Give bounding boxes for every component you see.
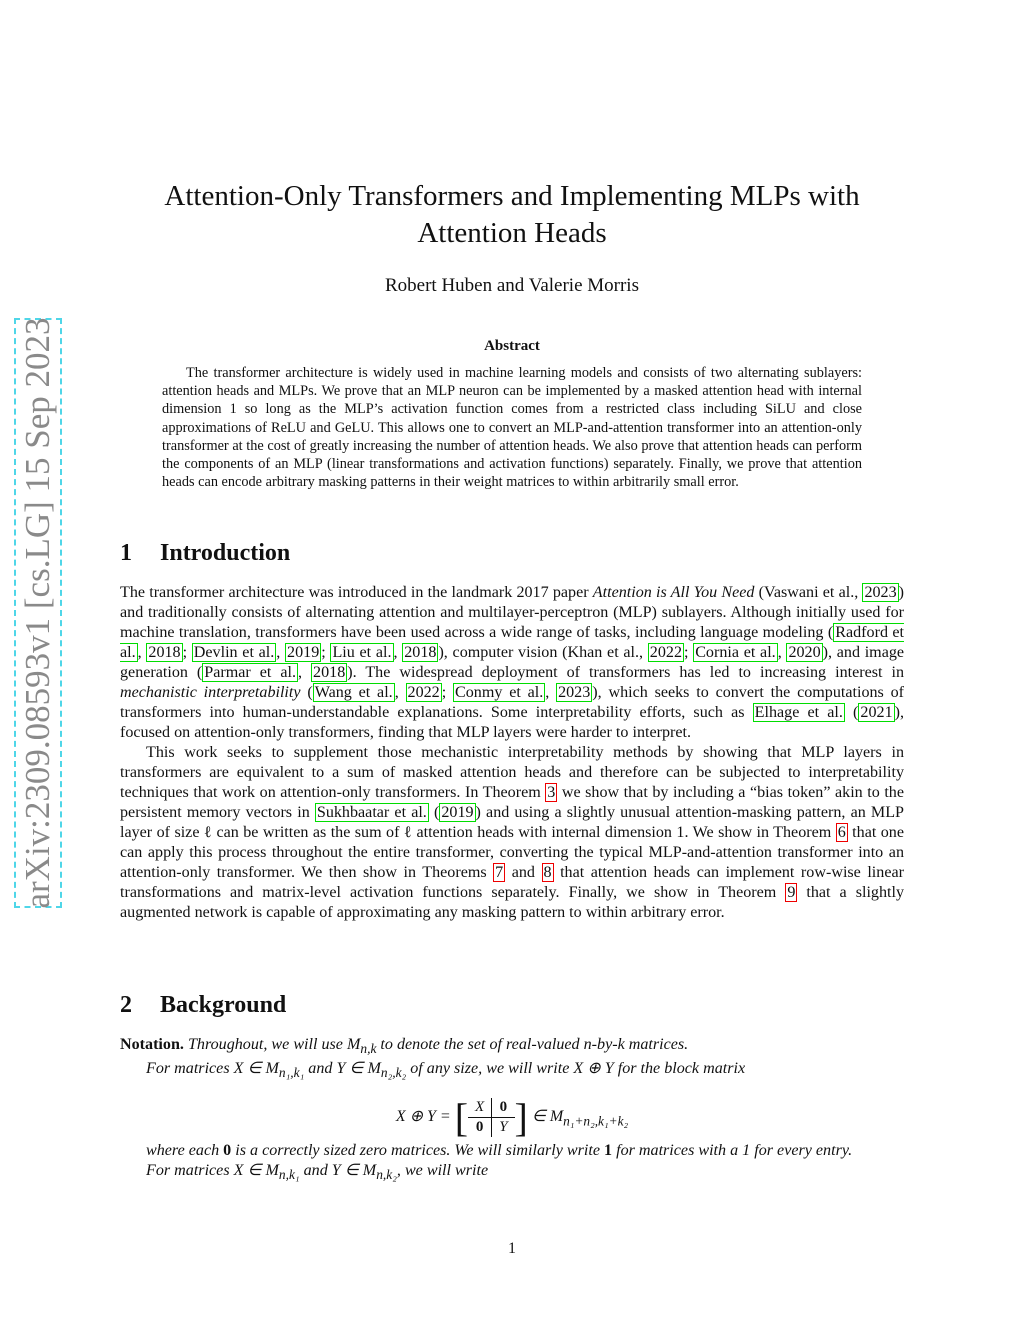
citation-link[interactable]: 2018 bbox=[148, 644, 181, 661]
citation-link[interactable]: Liu et al. bbox=[332, 644, 392, 661]
section-2-heading bbox=[120, 992, 286, 1019]
notation-paragraph: Notation. Throughout, we will use $M_{n,k}$ to denote the set of real-valued n-by-k matrices. bbox=[120, 1036, 689, 1057]
block-matrix-definition: For matrices X ∈ $M_{n_1,k_1}$ and Y ∈ $M_{n_2,k_2}$ of any size, we will write X ⊕ Y for the block matrix bbox=[146, 1060, 746, 1081]
citation-link[interactable]: Wang et al. bbox=[314, 684, 393, 701]
citation-link[interactable]: 2023 bbox=[558, 684, 591, 701]
citation-link[interactable]: 2018 bbox=[313, 664, 346, 681]
concat-definition: For matrices X ∈ $M_{n,k_1}$ and Y ∈ $M_{n,k_2}$, we will write bbox=[146, 1162, 489, 1183]
notation-block-2 bbox=[120, 1141, 904, 1185]
arxiv-stamp: arXiv:2309.08593v1 [cs.LG] 15 Sep 2023 bbox=[18, 317, 57, 909]
citation-link[interactable]: Devlin et al. bbox=[193, 644, 275, 661]
theorem-link[interactable]: 9 bbox=[787, 884, 796, 901]
citation-link[interactable]: 2019 bbox=[441, 804, 474, 821]
theorem-link[interactable]: 6 bbox=[837, 824, 846, 841]
section-title: Introduction bbox=[160, 540, 291, 566]
citation-link[interactable]: Elhage et al. bbox=[754, 704, 843, 721]
notation-block-1 bbox=[120, 1035, 904, 1083]
citation-link[interactable]: 2021 bbox=[860, 704, 893, 721]
introduction-body bbox=[120, 583, 904, 923]
theorem-link[interactable]: 3 bbox=[547, 784, 556, 801]
citation-link[interactable]: Conmy et al. bbox=[455, 684, 544, 701]
citation-link[interactable]: 2018 bbox=[404, 644, 437, 661]
citation-link[interactable]: 2020 bbox=[788, 644, 821, 661]
intro-paragraph-1: The transformer architecture was introduced in the landmark 2017 paper Attention is All You Need (Vaswani et al., 2023 ) and traditionally consists of alternating attention and multilayer-perceptron (MLP) sublayers. Although initially used for machine translation, transformers have been used across a wide range of tasks, including language modeling ( Radford et al. , 2018 ; Devlin et al. , 2019 ; Liu et al. , 2018 ), computer vision (Khan et al., 2022 ; Cornia et al. , 2020 ), and image generation ( Parmar et al. , 2018 ). The widespread deployment of transformers has led to increasing interest in mechanistic interpretability ( Wang et al. , 2022 ; Conmy et al. , 2023 ), which seeks to convert the computations of transformers into human-understandable explanations. Some interpretability efforts, such as Elhage et al. ( 2021 ), focused on attention-only transformers, finding that MLP layers were harder to interpret. bbox=[120, 584, 905, 741]
section-1-heading bbox=[120, 540, 290, 567]
citation-link[interactable]: Parmar et al. bbox=[204, 664, 297, 681]
citation-link[interactable]: 2023 bbox=[864, 584, 897, 601]
citation-link[interactable]: 2022 bbox=[407, 684, 440, 701]
abstract bbox=[162, 364, 862, 491]
page-number: 1 bbox=[508, 1240, 516, 1257]
arxiv-stamp-box bbox=[14, 318, 62, 908]
citation-link[interactable]: Cornia et al. bbox=[695, 644, 776, 661]
zero-matrix-note: where each 0 is a correctly sized zero matrices. We will similarly write 1 for matrices with a 1 for every entry. bbox=[146, 1142, 853, 1159]
theorem-link[interactable]: 8 bbox=[543, 864, 552, 881]
abstract-heading: Abstract bbox=[484, 338, 540, 354]
paper-title bbox=[120, 178, 904, 252]
theorem-link[interactable]: 7 bbox=[495, 864, 504, 881]
block-matrix-equation: X ⊕ Y = [ X 0 0 Y ] ∈ $M_{n_1+n_2,k_1+k_2}$ bbox=[395, 1095, 629, 1140]
citation-link[interactable]: Radford et al. bbox=[120, 624, 905, 661]
abstract-text: The transformer architecture is widely used in machine learning models and consists of two alternating sublayers: attention heads and MLPs. We prove that an MLP neuron can be implemented by a masked attention head with internal dimension 1 so long as the MLP’s activation function comes from a restricted class including SiLU and close approximations of ReLU and GeLU. This allows one to convert an MLP-and-attention transformer into an attention-only transformer at the cost of greatly increasing the number of attention heads. We also prove that attention heads can perform the components of an MLP (linear transformations and activation functions) separately. Finally, we prove that attention heads can encode arbitrary masking patterns in their weight matrices to within arbitrarily small error. bbox=[162, 365, 862, 491]
authors: Robert Huben and Valerie Morris bbox=[385, 275, 639, 296]
citation-link[interactable]: Sukhbaatar et al. bbox=[316, 804, 427, 821]
intro-paragraph-2: This work seeks to supplement those mechanistic interpretability methods by showing that MLP layers in transformers are equivalent to a sum of masked attention heads and therefore can be subjected to interpretability techniques that work on attention-only transformers. In Theorem 3 we show that by including a “bias token” akin to the persistent memory vectors in Sukhbaatar et al. ( 2019 ) and using a slightly unusual attention-masking pattern, an MLP layer of size ℓ can be written as the sum of ℓ attention heads with internal dimension 1. We show in Theorem 6 that one can apply this process throughout the entire transformer, converting the typical MLP-and-attention transformer into an attention-only transformer. We then show in Theorems 7 and 8 that attention heads can implement row-wise linear transformations and matrix-level activation functions separately. Finally, we show in Theorem 9 that a slightly augmented network is capable of approximating any masking pattern to within arbitrary error. bbox=[120, 744, 905, 921]
section-number: 2 bbox=[120, 992, 132, 1018]
citation-link[interactable]: 2022 bbox=[649, 644, 682, 661]
title-line-2: Attention Heads bbox=[417, 217, 607, 249]
citation-link[interactable]: 2019 bbox=[287, 644, 320, 661]
block-matrix: [ X 0 0 Y ] bbox=[454, 1095, 528, 1140]
section-number: 1 bbox=[120, 540, 132, 566]
title-line-1: Attention-Only Transformers and Implementing MLPs with bbox=[164, 180, 860, 212]
section-title: Background bbox=[160, 992, 287, 1018]
